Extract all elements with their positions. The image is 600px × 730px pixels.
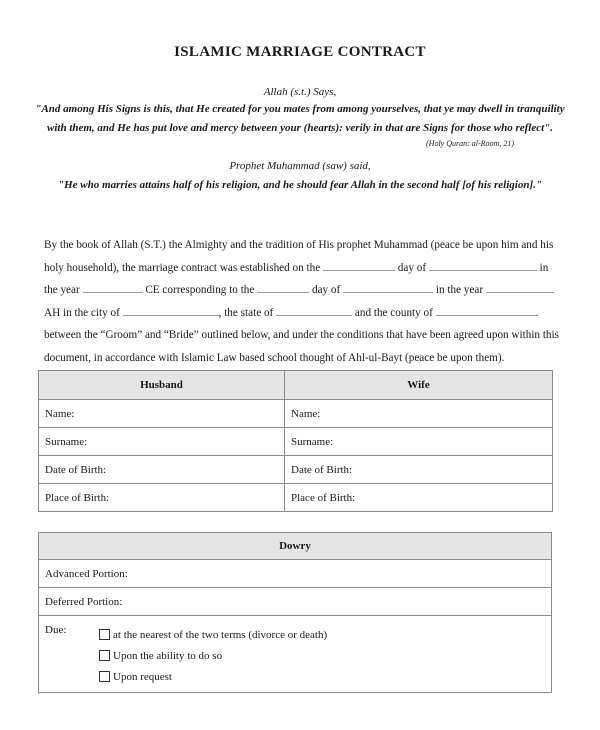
intro-text: in the year — [435, 284, 484, 296]
intro-text: , the state of — [218, 306, 274, 319]
state-blank[interactable] — [276, 304, 352, 316]
due-option-nearest-term[interactable] — [99, 624, 327, 645]
intro-text: By the book of Allah (S.T.) the Almighty and the tradition of His prophet Muhammad (peace be upon him and his holy household), the marriage contract was established on the — [44, 239, 554, 274]
husband-header: Husband — [39, 371, 285, 400]
husband-dob-field[interactable]: Date of Birth: — [39, 456, 285, 484]
option-label: at the nearest of the two terms (divorce or death) — [113, 628, 328, 641]
intro-text: day of — [397, 261, 427, 274]
dowry-table — [38, 532, 552, 693]
table-header-row — [39, 533, 552, 560]
intro-text: day of — [311, 284, 341, 296]
table-row — [39, 616, 552, 693]
quote1-attribution: Allah (s.t.) Says, — [263, 86, 337, 98]
husband-surname-field[interactable]: Surname: — [39, 428, 285, 456]
city-blank[interactable] — [123, 304, 219, 316]
table-row — [39, 484, 553, 512]
checkbox-icon[interactable] — [99, 629, 110, 640]
due-option-ability[interactable] — [99, 645, 327, 666]
quote2-text: "He who marries attains half of his religion, and he should fear Allah in the second half [of his religion]." — [58, 179, 542, 191]
table-row — [39, 456, 553, 484]
intro-text: and the county of — [354, 306, 433, 319]
wife-pob-field[interactable]: Place of Birth: — [285, 484, 553, 512]
husband-pob-field[interactable]: Place of Birth: — [39, 484, 285, 512]
table-header-row — [39, 371, 553, 400]
deferred-portion-field[interactable]: Deferred Portion: — [39, 588, 552, 616]
table-row — [39, 428, 553, 456]
option-label: Upon the ability to do so — [113, 649, 223, 662]
intro-text: CE corresponding to the — [145, 284, 255, 296]
quote1-line1: "And among His Signs is this, that He created for you mates from among yourselves, that ye may dwell in tranquility — [35, 103, 565, 115]
wife-dob-field[interactable]: Date of Birth: — [285, 456, 553, 484]
quote1-line2: with them, and He has put love and mercy between your (hearts): verily in that are Signs for those who reflect". — [47, 122, 553, 134]
hijri-day-blank[interactable] — [257, 281, 309, 293]
intro-paragraph — [44, 234, 560, 369]
year-ah-blank[interactable] — [486, 281, 554, 293]
due-options — [99, 624, 327, 687]
county-blank[interactable] — [436, 304, 536, 316]
intro-text: in the year — [44, 261, 549, 296]
due-option-request[interactable] — [99, 666, 327, 687]
spouse-table — [38, 370, 553, 512]
wife-name-field[interactable]: Name: — [285, 400, 553, 428]
quote1-source: (Holy Quran: al-Room, 21) — [426, 139, 514, 148]
document-title: ISLAMIC MARRIAGE CONTRACT — [174, 44, 426, 60]
option-label: Upon request — [113, 670, 172, 683]
year-ce-blank[interactable] — [83, 281, 143, 293]
due-cell — [39, 616, 552, 693]
dowry-header: Dowry — [39, 533, 552, 560]
intro-text: AH in the city of — [44, 306, 120, 319]
hijri-month-blank[interactable] — [343, 281, 433, 293]
advanced-portion-field[interactable]: Advanced Portion: — [39, 560, 552, 588]
checkbox-icon[interactable] — [99, 650, 110, 661]
due-label: Due: — [45, 624, 67, 636]
day-blank[interactable] — [323, 259, 395, 271]
intro-text: . between the “Groom” and “Bride” outlined below, and under the conditions that have been agreed upon within this document, in accordance with Islamic Law based school thought of Ahl-ul-Bayt (peace be upon them). — [44, 306, 559, 364]
quote2-attribution: Prophet Muhammad (saw) said, — [229, 160, 371, 172]
wife-surname-field[interactable]: Surname: — [285, 428, 553, 456]
table-row — [39, 560, 552, 588]
husband-name-field[interactable]: Name: — [39, 400, 285, 428]
table-row — [39, 588, 552, 616]
checkbox-icon[interactable] — [99, 671, 110, 682]
month-blank[interactable] — [429, 259, 537, 271]
wife-header: Wife — [285, 371, 553, 400]
table-row — [39, 400, 553, 428]
